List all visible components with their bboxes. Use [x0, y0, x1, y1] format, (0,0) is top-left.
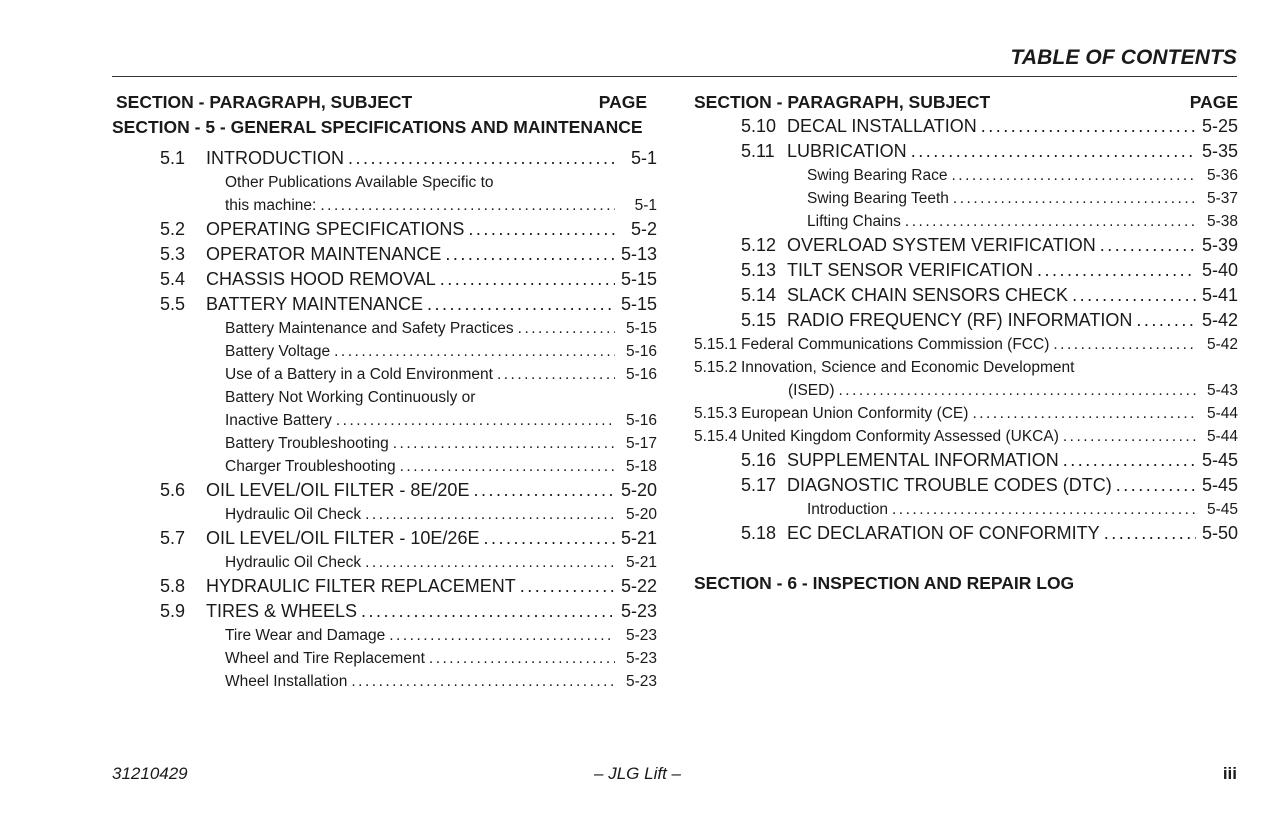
dot-leader [473, 478, 615, 503]
toc-entry-title: EC DECLARATION OF CONFORMITY [787, 523, 1100, 543]
toc-entry-title: OPERATING SPECIFICATIONS [206, 219, 465, 239]
toc-column-left [112, 90, 657, 693]
toc-entry-number: 5.7 [160, 528, 186, 548]
toc-entry-number: 5.14 [741, 285, 777, 305]
toc-entry[interactable] [112, 267, 657, 292]
toc-entry[interactable] [112, 670, 657, 693]
toc-entry-page: 5-23 [625, 627, 657, 644]
column-header-page: PAGE [598, 92, 647, 112]
toc-entry-title: OIL LEVEL/OIL FILTER - 10E/26E [206, 528, 480, 548]
toc-entry-list [112, 146, 657, 693]
dot-leader [348, 146, 615, 171]
toc-entry-title: OVERLOAD SYSTEM VERIFICATION [787, 235, 1096, 255]
toc-entry-title: HYDRAULIC FILTER REPLACEMENT [206, 576, 516, 596]
toc-entry-page: 5-44 [1206, 428, 1238, 445]
toc-entry-number: 5.9 [160, 601, 186, 621]
toc-entry-page: 5-36 [1206, 167, 1238, 184]
toc-entry-title: Battery Not Working Continuously or [225, 389, 476, 406]
dot-leader [336, 409, 615, 432]
toc-entry-page: 5-40 [1201, 260, 1238, 280]
toc-entry[interactable] [694, 114, 1238, 139]
dot-leader [1100, 233, 1196, 258]
page-header-title: TABLE OF CONTENTS [1010, 46, 1237, 69]
dot-leader [1116, 473, 1196, 498]
footer-center-text: – JLG Lift – [594, 764, 681, 783]
toc-entry-title: Inactive Battery [225, 412, 332, 429]
toc-entry-number: 5.6 [160, 480, 186, 500]
toc-entry[interactable] [112, 171, 657, 194]
dot-leader [951, 164, 1196, 187]
column-header-subject: SECTION - PARAGRAPH, SUBJECT [694, 92, 991, 112]
toc-entry[interactable] [112, 526, 657, 551]
toc-entry[interactable] [112, 551, 657, 574]
toc-entry-title: Battery Voltage [225, 343, 331, 360]
column-header-subject: SECTION - PARAGRAPH, SUBJECT [116, 92, 413, 112]
toc-entry-number: 5.17 [741, 475, 777, 495]
dot-leader [393, 432, 615, 455]
toc-entry-number: 5.5 [160, 294, 186, 314]
dot-leader [320, 194, 615, 217]
toc-entry[interactable] [112, 409, 657, 432]
toc-entry-title: TILT SENSOR VERIFICATION [787, 260, 1034, 280]
toc-entry-page: 5-22 [620, 576, 657, 596]
toc-entry-page: 5-50 [1201, 523, 1238, 543]
toc-entry[interactable] [694, 258, 1238, 283]
toc-entry[interactable] [112, 292, 657, 317]
toc-entry[interactable] [694, 379, 1238, 402]
dot-leader [972, 402, 1196, 425]
toc-entry-title: BATTERY MAINTENANCE [206, 294, 424, 314]
toc-entry-page: 5-15 [620, 269, 657, 289]
toc-entry[interactable] [112, 503, 657, 526]
toc-entry[interactable] [694, 187, 1238, 210]
toc-entry[interactable] [112, 455, 657, 478]
dot-leader [892, 498, 1196, 521]
toc-entry[interactable] [112, 340, 657, 363]
toc-entry[interactable] [694, 210, 1238, 233]
toc-entry-page: 5-23 [625, 673, 657, 690]
column-header-page: PAGE [1189, 92, 1238, 112]
dot-leader [334, 340, 615, 363]
dot-leader [445, 242, 615, 267]
toc-entry[interactable] [694, 448, 1238, 473]
toc-entry[interactable] [694, 164, 1238, 187]
toc-entry-page: 5-1 [630, 148, 657, 168]
toc-entry-title: Use of a Battery in a Cold Environment [225, 366, 493, 383]
toc-entry-number: 5.18 [741, 523, 777, 543]
toc-entry-number: 5.15.2 [694, 359, 738, 376]
toc-entry-page: 5-21 [620, 528, 657, 548]
toc-entry-page: 5-20 [625, 506, 657, 523]
toc-entry[interactable] [694, 402, 1238, 425]
toc-entry-number: 5.2 [160, 219, 186, 239]
header-rule [112, 76, 1237, 77]
toc-entry-page: 5-23 [625, 650, 657, 667]
footer-page-number: iii [1222, 764, 1237, 783]
dot-leader [1063, 448, 1196, 473]
toc-entry-title: DIAGNOSTIC TROUBLE CODES (DTC) [787, 475, 1112, 495]
toc-entry-page: 5-15 [625, 320, 657, 337]
dot-leader [1104, 521, 1196, 546]
toc-entry[interactable] [112, 217, 657, 242]
toc-entry-page: 5-45 [1206, 501, 1238, 518]
toc-entry-page: 5-35 [1201, 141, 1238, 161]
toc-entry[interactable] [694, 425, 1238, 448]
toc-entry-title: Charger Troubleshooting [225, 458, 396, 475]
dot-leader [361, 599, 615, 624]
dot-leader [389, 624, 615, 647]
toc-entry-page: 5-15 [620, 294, 657, 314]
dot-leader [839, 379, 1197, 402]
toc-entry-title: LUBRICATION [787, 141, 907, 161]
toc-entry[interactable] [112, 386, 657, 409]
dot-leader [981, 114, 1196, 139]
toc-entry-title: Battery Troubleshooting [225, 435, 389, 452]
toc-entry[interactable] [112, 432, 657, 455]
toc-entry-number: 5.8 [160, 576, 186, 596]
toc-entry-page: 5-20 [620, 480, 657, 500]
toc-entry-number: 5.10 [741, 116, 777, 136]
toc-entry-page: 5-25 [1201, 116, 1238, 136]
dot-leader [520, 574, 615, 599]
toc-entry-title: European Union Conformity (CE) [741, 405, 969, 422]
toc-entry-title: Hydraulic Oil Check [225, 554, 362, 571]
toc-entry-number: 5.15 [741, 310, 777, 330]
toc-entry-title: this machine: [225, 197, 317, 214]
toc-entry[interactable] [112, 363, 657, 386]
dot-leader [953, 187, 1196, 210]
toc-entry[interactable] [694, 139, 1238, 164]
toc-entry[interactable] [112, 194, 657, 217]
dot-leader [440, 267, 615, 292]
dot-leader [1053, 333, 1196, 356]
section-5-title: SECTION - 5 - GENERAL SPECIFICATIONS AND MAINTENANCE [112, 117, 643, 137]
dot-leader [1063, 425, 1196, 448]
toc-entry-number: 5.13 [741, 260, 777, 280]
toc-entry-title: Federal Communications Commission (FCC) [741, 336, 1050, 353]
toc-entry[interactable] [112, 146, 657, 171]
toc-entry-number: 5.12 [741, 235, 777, 255]
toc-entry-number: 5.4 [160, 269, 186, 289]
toc-entry-title: TIRES & WHEELS [206, 601, 358, 621]
toc-entry-title: Swing Bearing Teeth [807, 190, 949, 207]
toc-entry-title: Introduction [807, 501, 888, 518]
dot-leader [400, 455, 615, 478]
toc-entry-title: CHASSIS HOOD REMOVAL [206, 269, 436, 289]
toc-entry-page: 5-39 [1201, 235, 1238, 255]
toc-entry-title: Hydraulic Oil Check [225, 506, 362, 523]
dot-leader [365, 551, 615, 574]
toc-entry[interactable] [694, 498, 1238, 521]
dot-leader [365, 503, 615, 526]
toc-column-right [694, 90, 1238, 596]
toc-entry-number: 5.15.4 [694, 428, 738, 445]
toc-entry-page: 5-13 [620, 244, 657, 264]
toc-entry[interactable] [694, 283, 1238, 308]
toc-entry-number: 5.15.1 [694, 336, 738, 353]
toc-entry-page: 5-38 [1206, 213, 1238, 230]
toc-entry-page: 5-41 [1201, 285, 1238, 305]
section-6-title: SECTION - 6 - INSPECTION AND REPAIR LOG [694, 573, 1075, 593]
dot-leader [518, 317, 615, 340]
column-header [112, 90, 657, 114]
toc-entry[interactable] [694, 473, 1238, 498]
toc-entry-number: 5.3 [160, 244, 186, 264]
toc-entry-title: Battery Maintenance and Safety Practices [225, 320, 514, 337]
toc-entry-number: 5.1 [160, 148, 186, 168]
toc-entry[interactable] [694, 356, 1238, 379]
dot-leader [468, 217, 615, 242]
toc-entry[interactable] [694, 233, 1238, 258]
toc-entry-page: 5-18 [625, 458, 657, 475]
toc-entry[interactable] [112, 317, 657, 340]
toc-entry-page: 5-2 [630, 219, 657, 239]
toc-entry-title: Swing Bearing Race [807, 167, 948, 184]
toc-entry-page: 5-16 [625, 343, 657, 360]
toc-entry[interactable] [694, 521, 1238, 546]
footer-doc-number: 31210429 [112, 764, 188, 783]
toc-entry-title: Tire Wear and Damage [225, 627, 386, 644]
toc-entry[interactable] [112, 574, 657, 599]
toc-entry[interactable] [112, 599, 657, 624]
toc-entry-title: Other Publications Available Specific to [225, 174, 494, 191]
dot-leader [911, 139, 1196, 164]
toc-entry[interactable] [112, 242, 657, 267]
toc-entry-page: 5-1 [634, 197, 657, 214]
dot-leader [905, 210, 1196, 233]
dot-leader [429, 647, 615, 670]
toc-entry-page: 5-45 [1201, 450, 1238, 470]
toc-entry-title: United Kingdom Conformity Assessed (UKCA) [741, 428, 1059, 445]
toc-entry-page: 5-43 [1206, 382, 1238, 399]
toc-entry-title: SLACK CHAIN SENSORS CHECK [787, 285, 1069, 305]
toc-entry-title: OPERATOR MAINTENANCE [206, 244, 442, 264]
toc-entry-number: 5.16 [741, 450, 777, 470]
toc-entry-title: DECAL INSTALLATION [787, 116, 977, 136]
toc-entry[interactable] [112, 647, 657, 670]
toc-entry-title: OIL LEVEL/OIL FILTER - 8E/20E [206, 480, 470, 500]
toc-entry[interactable] [112, 478, 657, 503]
toc-entry[interactable] [112, 624, 657, 647]
toc-entry-title: Innovation, Science and Economic Development [741, 359, 1075, 376]
dot-leader [351, 670, 615, 693]
dot-leader [497, 363, 615, 386]
toc-entry-number: 5.11 [741, 141, 775, 161]
toc-entry-page: 5-23 [620, 601, 657, 621]
toc-entry-page: 5-21 [625, 554, 657, 571]
toc-entry-page: 5-37 [1206, 190, 1238, 207]
toc-entry[interactable] [694, 333, 1238, 356]
toc-entry-title: Lifting Chains [807, 213, 901, 230]
toc-entry-title: RADIO FREQUENCY (RF) INFORMATION [787, 310, 1133, 330]
dot-leader [427, 292, 615, 317]
column-header [694, 90, 1238, 114]
dot-leader [1072, 283, 1196, 308]
dot-leader [1136, 308, 1196, 333]
toc-entry-page: 5-17 [625, 435, 657, 452]
dot-leader [483, 526, 615, 551]
toc-entry-page: 5-42 [1206, 336, 1238, 353]
toc-entry-page: 5-45 [1201, 475, 1238, 495]
toc-entry-title: INTRODUCTION [206, 148, 344, 168]
dot-leader [1037, 258, 1196, 283]
toc-entry-title: Wheel and Tire Replacement [225, 650, 425, 667]
toc-entry-number: 5.15.3 [694, 405, 738, 422]
toc-entry-page: 5-16 [625, 412, 657, 429]
toc-entry-page: 5-42 [1201, 310, 1238, 330]
toc-entry[interactable] [694, 308, 1238, 333]
toc-entry-page: 5-16 [625, 366, 657, 383]
toc-entry-list [694, 114, 1238, 546]
toc-entry-page: 5-44 [1206, 405, 1238, 422]
toc-entry-title: SUPPLEMENTAL INFORMATION [787, 450, 1059, 470]
toc-entry-title: (ISED) [788, 382, 835, 399]
toc-entry-title: Wheel Installation [225, 673, 348, 690]
